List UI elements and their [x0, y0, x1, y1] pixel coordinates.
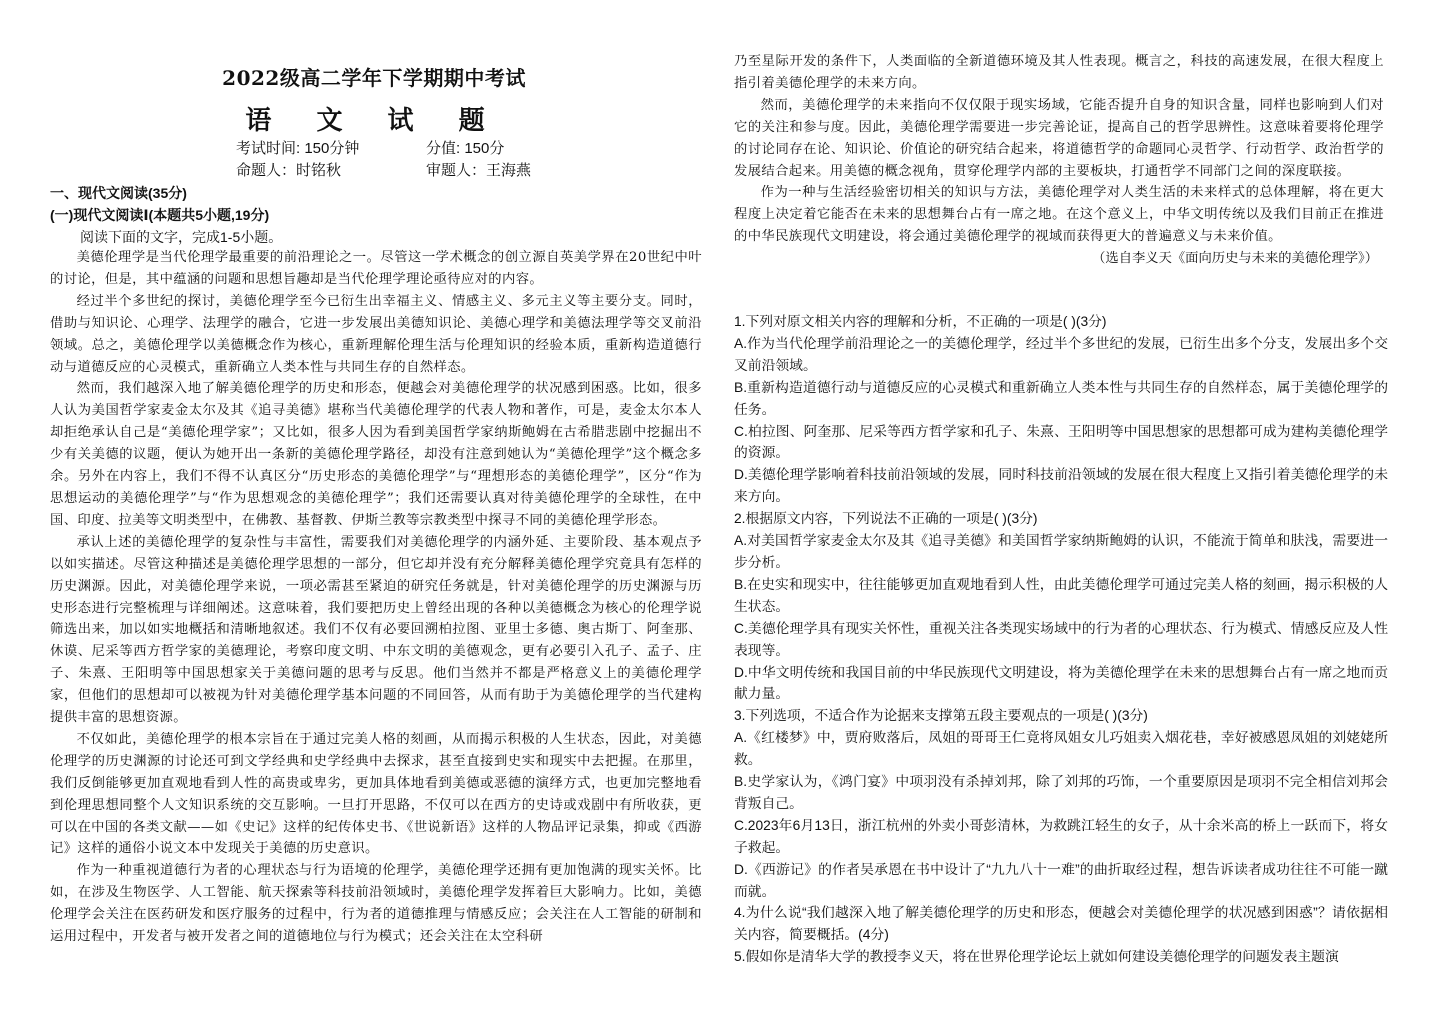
- passage-source: （选自李义天《面向历史与未来的美德伦理学》）: [1092, 251, 1378, 267]
- passage-right: [734, 51, 1384, 270]
- exam-time: 考试时间: 150分钟: [236, 140, 360, 157]
- passage-paragraph: 美德伦理学是当代伦理学最重要的前沿理论之一。尽管这一学术概念的创立源自英美学界在20世纪中叶的讨论，但是，其中蕴涵的问题和思想旨趣却是当代伦理学理论亟待应对的内容。: [50, 250, 702, 287]
- passage-paragraph: 然而，美德伦理学的未来指向不仅仅限于现实场域，它能否提升自身的知识含量，同样也影响到人们对它的关注和参与度。因此，美德伦理学需要进一步完善论证，提高自己的哲学思辨性。这意味着要将伦理学的讨论同存在论、知识论、价值论的研究结合起来，将道德哲学的命题同心灵哲学、行动哲学、政治哲学的发展结合起来。用美德的概念视角，贯穿伦理学内部的主要板块，打通哲学不同部门之间的深度联接。: [734, 97, 1384, 179]
- question-option: D.中华文明传统和我国目前的中华民族现代文明建设，将为美德伦理学在未来的思想舞台占有一席之地而贡献力量。: [734, 664, 1388, 702]
- question-option: B.在史实和现实中，往往能够更加直观地看到人性，由此美德伦理学可通过完美人格的刻画，揭示积极的人生状态。: [734, 576, 1388, 614]
- subsection-heading: (一)现代文阅读Ⅰ(本题共5小题,19分): [50, 207, 270, 223]
- reading-instruction: 阅读下面的文字，完成1-5小题。: [80, 229, 283, 245]
- exam-score: 分值: 150分: [426, 140, 505, 157]
- question-option: A.作为当代伦理学前沿理论之一的美德伦理学，经过半个多世纪的发展，已衍生出多个分支，发展出多个交叉前沿领域。: [734, 335, 1388, 373]
- reviewer: 审题人：王海燕: [426, 162, 532, 179]
- subject-title: 语 文 试 题: [245, 106, 503, 136]
- setter: 命题人：时铭秋: [236, 162, 342, 179]
- question-option: C.美德伦理学具有现实关怀性，重视关注各类现实场域中的行为者的心理状态、行为模式、情感反应及人性表现等。: [734, 620, 1388, 658]
- passage-left: [50, 247, 702, 948]
- question-option: C.柏拉图、阿奎那、尼采等西方哲学家和孔子、朱熹、王阳明等中国思想家的思想都可成为建构美德伦理学的资源。: [734, 423, 1388, 461]
- passage-paragraph: 不仅如此，美德伦理学的根本宗旨在于通过完美人格的刻画，从而揭示积极的人生状态，因此，对美德伦理学的历史渊源的讨论还可到文学经典和史学经典中去探求，甚至直接到史实和现实中去把握。在那里，我们反倒能够更加直观地看到人性的高贵或卑劣，更加具体地看到美德或恶德的演绎方式，也更加完整地看到伦理思想同整个人文知识系统的交互影响。一旦打开思路，不仅可以在西方的史诗或戏剧中有所收获，更可以在中国的各类文献——如《史记》这样的纪传体史书、《世说新语》这样的人物品评记录集，抑或《西游记》这样的通俗小说文本中发现关于美德的历史意识。: [50, 731, 702, 857]
- passage-paragraph: 作为一种与生活经验密切相关的知识与方法，美德伦理学对人类生活的未来样式的总体理解，将在更大程度上决定着它能否在未来的思想舞台占有一席之地。在这个意义上，中华文明传统以及我们目前正在推进的中华民族现代文明建设，将会通过美德伦理学的视域而获得更大的普遍意义与未来价值。: [734, 185, 1384, 245]
- question-option: B.史学家认为，《鸿门宴》中项羽没有杀掉刘邦，除了刘邦的巧饰，一个重要原因是项羽不完全相信刘邦会背叛自己。: [734, 774, 1388, 811]
- question-stem: 4.为什么说“我们越深入地了解美德伦理学的历史和形态，便越会对美德伦理学的状况感到困惑”？请依据相关内容，简要概括。(4分): [734, 905, 1388, 943]
- question-option: D.《西游记》的作者吴承恩在书中设计了“九九八十一难”的曲折取经过程，想告诉读者成功往往不可能一蹴而就。: [734, 861, 1388, 899]
- questions: [734, 311, 1388, 968]
- passage-paragraph: 然而，我们越深入地了解美德伦理学的历史和形态，便越会对美德伦理学的状况感到困惑。比如，很多人认为美国哲学家麦金太尔及其《追寻美德》堪称当代美德伦理学的代表人物和著作，可是，麦金太尔本人却拒绝承认自己是“美德伦理学家”；又比如，很多人因为看到美国哲学家纳斯鲍姆在古希腊悲剧中挖掘出不少有关美德的议题，便认为她开出一条新的美德伦理学路径，却没有注意到她认为“美德伦理学”这个概念多余。另外在内容上，我们不得不认真区分“历史形态的美德伦理学”与“理想形态的美德伦理学”，区分“作为思想运动的美德伦理学”与“作为思想观念的美德伦理学”；我们还需要认真对待美德伦理学的全球性，在中国、印度、拉美等文明类型中，在佛教、基督教、伊斯兰教等宗教类型中探寻不同的美德伦理学形态。: [50, 381, 702, 528]
- passage-paragraph: 乃至星际开发的条件下，人类面临的全新道德环境及其人性表现。概言之，科技的高速发展，在很大程度上指引着美德伦理学的未来方向。: [734, 54, 1384, 91]
- question-option: D.美德伦理学影响着科技前沿领域的发展，同时科技前沿领域的发展在很大程度上又指引着美德伦理学的未来方向。: [734, 467, 1388, 505]
- passage-paragraph: 经过半个多世纪的探讨，美德伦理学至今已衍生出幸福主义、情感主义、多元主义等主要分支。同时，借助与知识论、心理学、法理学的融合，它进一步发展出美德知识论、美德心理学和美德法理学等交叉前沿领域。总之，美德伦理学以美德概念作为核心，重新理解伦理生活与伦理知识的经验本质，重新构造道德行动与道德反应的心灵模式，重新确立人类本性与共同生存的自然样态。: [50, 293, 702, 375]
- question-option: A.对美国哲学家麦金太尔及其《追寻美德》和美国哲学家纳斯鲍姆的认识，不能流于简单和肤浅，需要进一步分析。: [734, 533, 1388, 570]
- question-option: C.2023年6月13日，浙江杭州的外卖小哥彭清林，为救跳江轻生的女子，从十余米高的桥上一跃而下，将女子救起。: [734, 817, 1388, 855]
- exam-title: 2022级高二学年下学期期中考试: [222, 66, 526, 90]
- passage-paragraph: 作为一种重视道德行为者的心理状态与行为语境的伦理学，美德伦理学还拥有更加饱满的现实关怀。比如，在涉及生物医学、人工智能、航天探索等科技前沿领域时，美德伦理学发挥着巨大影响力。比如，美德伦理学会关注在医药研发和医疗服务的过程中，行为者的道德推理与情感反应；会关注在人工智能的研制和运用过程中，开发者与被开发者之间的道德地位与行为模式；还会关注在太空科研: [50, 863, 702, 945]
- question-stem: 2.根据原文内容，下列说法不正确的一项是( )(3分): [734, 511, 1038, 527]
- passage-paragraph: 承认上述的美德伦理学的复杂性与丰富性，需要我们对美德伦理学的内涵外延、主要阶段、基本观点予以如实描述。尽管这种描述是美德伦理学思想的一部分，但它却并没有充分解释美德伦理学究竟具有怎样的历史渊源。因此，对美德伦理学来说，一项必需甚至紧迫的研究任务就是，针对美德伦理学的历史渊源与历史形态进行完整梳理与详细阐述。这意味着，我们要把历史上曾经出现的各种以美德概念为核心的伦理学说筛选出来，加以如实地概括和清晰地叙述。我们不仅有必要回溯柏拉图、亚里士多德、奥古斯丁、阿奎那、休谟、尼采等西方哲学家的美德理论，考察印度文明、中东文明的美德观念，更有必要引入孔子、孟子、庄子、朱熹、王阳明等中国思想家关于美德问题的思考与反思。他们当然并不都是严格意义上的美德伦理学家，但他们的思想却可以被视为针对美德伦理学基本问题的不同回答，从而有助于为美德伦理学的当代建构提供丰富的思想资源。: [50, 534, 702, 726]
- question-stem: 3.下列选项，不适合作为论据来支撑第五段主要观点的一项是( )(3分): [734, 708, 1148, 724]
- question-stem: 1.下列对原文相关内容的理解和分析，不正确的一项是( )(3分): [734, 314, 1107, 329]
- question-stem: 5.假如你是清华大学的教授李义天，将在世界伦理学论坛上就如何建设美德伦理学的问题发表主题演: [734, 949, 1339, 965]
- section-heading: 一、现代文阅读(35分): [50, 185, 187, 201]
- question-option: B.重新构造道德行动与道德反应的心灵模式和重新确立人类本性与共同生存的自然样态，属于美德伦理学的任务。: [734, 379, 1388, 417]
- question-option: A.《红楼梦》中，贾府败落后，凤姐的哥哥王仁竟将凤姐女儿巧姐卖入烟花巷，幸好被感恩凤姐的刘姥姥所救。: [734, 730, 1388, 768]
